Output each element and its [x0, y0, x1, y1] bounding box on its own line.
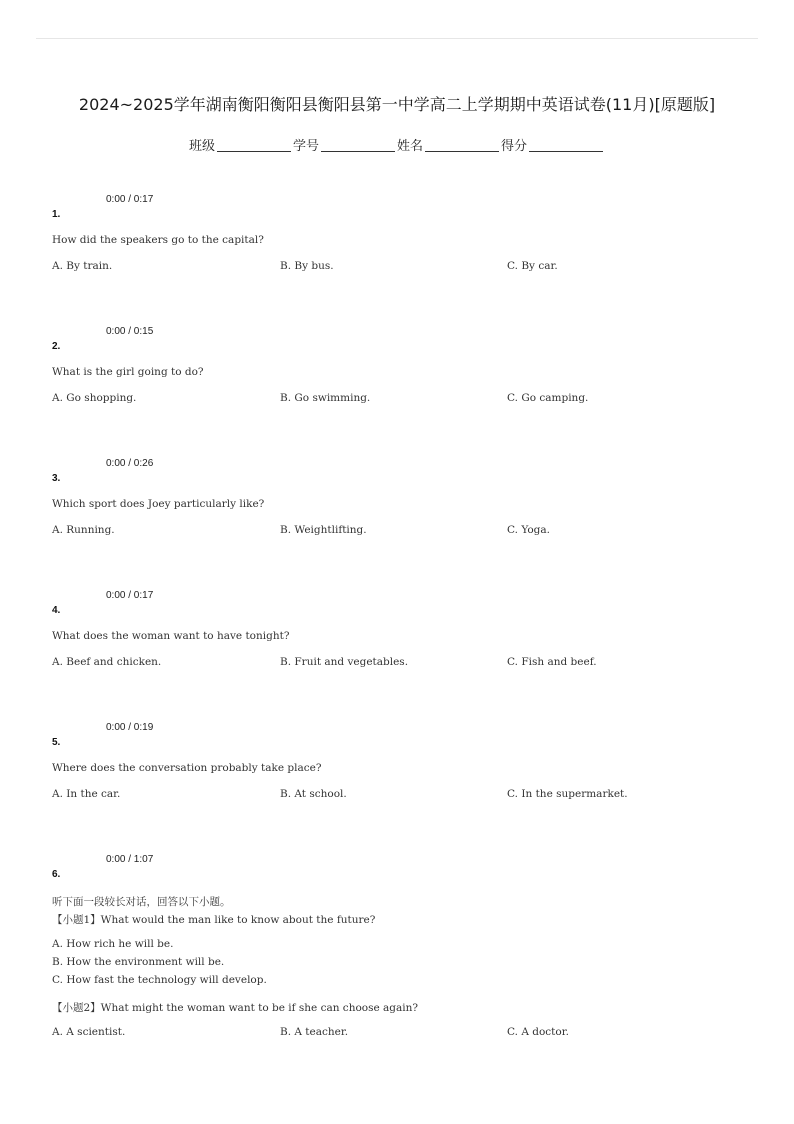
- audio-player[interactable]: 0:00 / 0:26: [106, 458, 154, 469]
- audio-player[interactable]: 0:00 / 0:17: [106, 194, 154, 205]
- question-number: 6.: [52, 869, 61, 880]
- option-a: A. In the car.: [52, 788, 121, 800]
- question-number: 3.: [52, 473, 61, 484]
- subquestion-2-option-c: C. A doctor.: [507, 1026, 569, 1038]
- student-info-row: [0, 135, 794, 154]
- question-number: 2.: [52, 341, 61, 352]
- name-blank[interactable]: [425, 151, 499, 152]
- score-label: 得分: [501, 139, 528, 154]
- option-a: A. Go shopping.: [52, 392, 137, 404]
- option-a: A. By train.: [52, 260, 113, 272]
- audio-player[interactable]: 0:00 / 0:15: [106, 326, 154, 337]
- option-b: B. By bus.: [280, 260, 334, 272]
- option-a: A. Running.: [52, 524, 115, 536]
- option-b: B. Weightlifting.: [280, 524, 367, 536]
- question-stem: Which sport does Joey particularly like?: [52, 498, 265, 510]
- subquestion-1-option-a: A. How rich he will be.: [52, 938, 174, 950]
- name-label: 姓名: [397, 139, 424, 154]
- class-label: 班级: [188, 139, 215, 154]
- student-number-label: 学号: [292, 139, 319, 154]
- option-b: B. Go swimming.: [280, 392, 371, 404]
- audio-player[interactable]: 0:00 / 0:17: [106, 590, 154, 601]
- question-stem: How did the speakers go to the capital?: [52, 234, 264, 246]
- question-intro: 听下面一段较长对话，回答以下小题。: [52, 896, 231, 908]
- question-number: 4.: [52, 605, 61, 616]
- option-c: C. By car.: [507, 260, 558, 272]
- option-c: C. Yoga.: [507, 524, 550, 536]
- audio-player[interactable]: 0:00 / 0:19: [106, 722, 154, 733]
- class-blank[interactable]: [217, 151, 291, 152]
- subquestion-1-option-c: C. How fast the technology will develop.: [52, 974, 267, 986]
- option-b: B. At school.: [280, 788, 347, 800]
- subquestion-1-stem: 【小题1】What would the man like to know about the future?: [52, 914, 376, 926]
- subquestion-2-stem: 【小题2】What might the woman want to be if she can choose again?: [52, 1002, 419, 1014]
- option-c: C. Fish and beef.: [507, 656, 597, 668]
- subquestion-2-option-a: A. A scientist.: [52, 1026, 126, 1038]
- question-stem: What is the girl going to do?: [52, 366, 204, 378]
- option-c: C. In the supermarket.: [507, 788, 628, 800]
- subquestion-2-option-b: B. A teacher.: [280, 1026, 349, 1038]
- option-c: C. Go camping.: [507, 392, 589, 404]
- student-number-blank[interactable]: [321, 151, 395, 152]
- subquestion-1-option-b: B. How the environment will be.: [52, 956, 225, 968]
- question-number: 1.: [52, 209, 61, 220]
- audio-player[interactable]: 0:00 / 1:07: [106, 854, 154, 865]
- score-blank[interactable]: [529, 151, 603, 152]
- question-stem: What does the woman want to have tonight?: [52, 630, 290, 642]
- page-title: 2024~2025学年湖南衡阳衡阳县衡阳县第一中学高二上学期期中英语试卷(11月)[原题版]: [78, 95, 716, 114]
- top-divider: [36, 38, 758, 39]
- question-number: 5.: [52, 737, 61, 748]
- question-stem: Where does the conversation probably take place?: [52, 762, 322, 774]
- option-a: A. Beef and chicken.: [52, 656, 162, 668]
- option-b: B. Fruit and vegetables.: [280, 656, 409, 668]
